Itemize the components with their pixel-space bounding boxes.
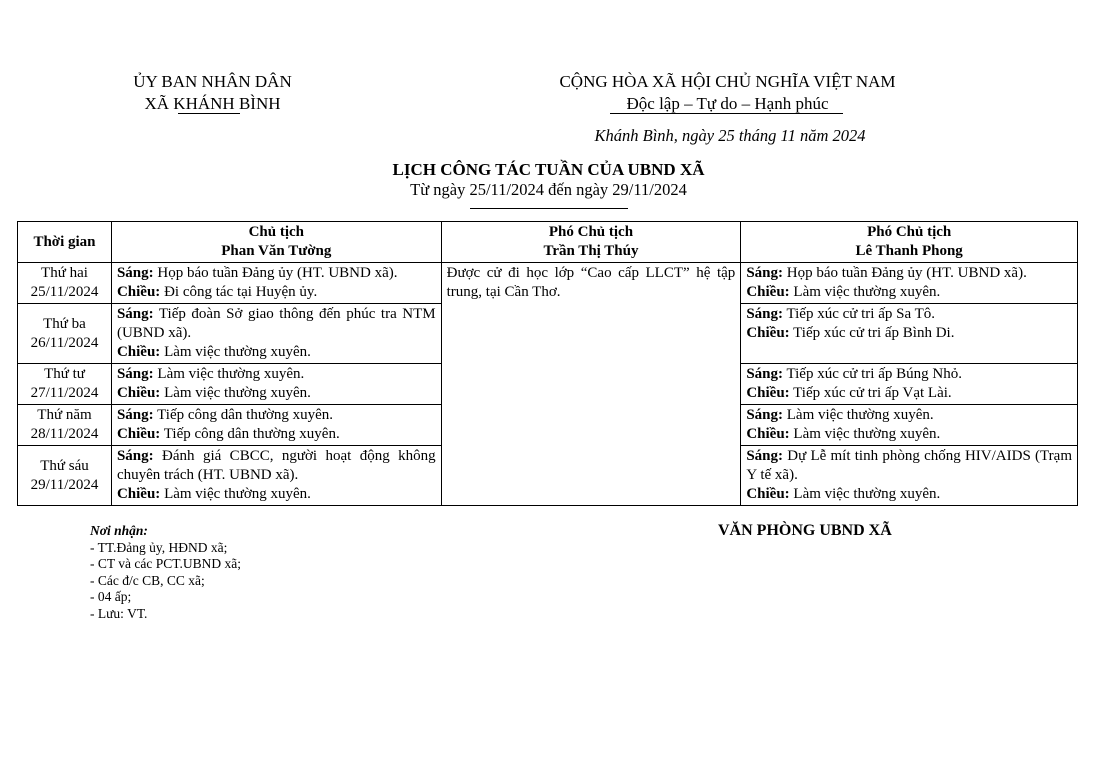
- day-name: Thứ hai: [41, 265, 88, 281]
- afternoon-label: Chiều:: [116, 486, 161, 502]
- study-note: Được cử đi học lớp “Cao cấp LLCT” hệ tập trung, tại Cần Thơ.: [446, 265, 736, 300]
- day-cell: [18, 304, 112, 364]
- issuer-underline: [178, 113, 240, 114]
- afternoon-label: Chiều:: [116, 426, 161, 442]
- day-date: 25/11/2024: [30, 284, 99, 300]
- day-date: 27/11/2024: [30, 385, 99, 401]
- table-header-row: [18, 222, 1078, 263]
- recipient-item: - Các đ/c CB, CC xã;: [90, 572, 205, 588]
- column-header-vice-chairman-2: [741, 222, 1078, 263]
- afternoon-label: Chiều:: [746, 284, 790, 300]
- morning-text: Làm việc thường xuyên.: [153, 366, 305, 382]
- afternoon-text: Làm việc thường xuyên.: [160, 344, 311, 360]
- recipient-item: - Lưu: VT.: [90, 605, 148, 621]
- afternoon-label: Chiều:: [746, 385, 790, 401]
- morning-entry: [746, 264, 1072, 283]
- afternoon-text: Tiếp xúc cử tri ấp Vạt Lài.: [789, 385, 952, 401]
- afternoon-label: Chiều:: [116, 284, 161, 300]
- document-title: LỊCH CÔNG TÁC TUẦN CỦA UBND XÃ: [392, 160, 705, 179]
- chairman-cell: [111, 405, 441, 446]
- morning-text: Dự Lễ mít tinh phòng chống HIV/AIDS (Trạm Y tế xã).: [746, 448, 1072, 483]
- morning-entry: [117, 365, 436, 384]
- chairman-cell: [111, 364, 441, 405]
- day-name: Thứ ba: [43, 315, 86, 332]
- morning-label: Sáng:: [116, 407, 154, 423]
- day-cell: [18, 446, 112, 506]
- table-row: [18, 263, 1078, 304]
- afternoon-label: Chiều:: [116, 385, 161, 401]
- morning-entry: [117, 264, 436, 283]
- chairman-cell: [111, 304, 441, 364]
- afternoon-entry: [117, 485, 436, 504]
- afternoon-text: Tiếp công dân thường xuyên.: [160, 426, 340, 442]
- afternoon-entry: [746, 485, 1072, 504]
- title-underline: [470, 208, 628, 209]
- schedule-table: [17, 221, 1078, 506]
- issuer-line2: XÃ KHÁNH BÌNH: [144, 94, 281, 113]
- morning-label: Sáng:: [116, 448, 154, 464]
- motto: Độc lập – Tự do – Hạnh phúc: [626, 94, 829, 113]
- afternoon-label: Chiều:: [116, 344, 161, 360]
- day-date: 26/11/2024: [30, 334, 99, 351]
- day-date: 28/11/2024: [30, 426, 99, 442]
- morning-label: Sáng:: [116, 306, 154, 322]
- issuer-line1: ỦY BAN NHÂN DÂN: [133, 72, 292, 91]
- column-role: Chủ tịch: [248, 224, 305, 240]
- column-person: Trần Thị Thúy: [543, 243, 639, 259]
- national-motto-block: [520, 71, 935, 115]
- morning-label: Sáng:: [746, 448, 783, 464]
- afternoon-text: Làm việc thường xuyên.: [789, 426, 941, 442]
- column-person: Phan Văn Tường: [221, 243, 332, 259]
- afternoon-entry: [746, 384, 1072, 403]
- day-cell: [18, 405, 112, 446]
- day-date: 29/11/2024: [30, 476, 99, 493]
- morning-label: Sáng:: [746, 306, 783, 322]
- afternoon-text: Làm việc thường xuyên.: [160, 385, 311, 401]
- morning-entry: [746, 406, 1072, 425]
- column-header-vice-chairman-1: [441, 222, 741, 263]
- afternoon-text: Đi công tác tại Huyện ủy.: [160, 284, 318, 300]
- afternoon-label: Chiều:: [746, 426, 790, 442]
- morning-text: Họp báo tuần Đảng ủy (HT. UBND xã).: [153, 265, 398, 281]
- recipient-item: - 04 ấp;: [90, 589, 132, 604]
- morning-entry: [117, 447, 436, 485]
- afternoon-entry: [117, 425, 436, 444]
- morning-label: Sáng:: [746, 265, 783, 281]
- afternoon-entry: [746, 425, 1072, 444]
- day-name: Thứ năm: [37, 407, 92, 423]
- day-name: Thứ sáu: [40, 457, 89, 474]
- chairman-cell: [111, 446, 441, 506]
- vice-chairman-2-cell: [741, 405, 1078, 446]
- morning-text: Tiếp xúc cử tri ấp Búng Nhỏ.: [783, 366, 962, 382]
- afternoon-text: Tiếp xúc cử tri ấp Bình Di.: [789, 325, 955, 341]
- recipients-block: [90, 523, 241, 622]
- morning-entry: [746, 305, 1072, 324]
- vice-chairman-2-cell: [741, 304, 1078, 364]
- morning-entry: [117, 305, 436, 343]
- column-header-chairman: [111, 222, 441, 263]
- motto-underline: [610, 113, 843, 114]
- column-role: Phó Chủ tịch: [867, 224, 952, 240]
- morning-label: Sáng:: [746, 407, 783, 423]
- recipient-item: - CT và các PCT.UBND xã;: [90, 556, 241, 571]
- office-signature: VĂN PHÒNG UBND XÃ: [718, 522, 892, 539]
- afternoon-entry: [117, 283, 436, 302]
- afternoon-text: Làm việc thường xuyên.: [160, 486, 311, 502]
- column-person: Lê Thanh Phong: [855, 243, 963, 259]
- afternoon-label: Chiều:: [746, 486, 790, 502]
- day-name: Thứ tư: [44, 366, 85, 382]
- morning-label: Sáng:: [746, 366, 783, 382]
- afternoon-text: Làm việc thường xuyên.: [789, 284, 941, 300]
- recipient-item: - TT.Đảng ủy, HĐND xã;: [90, 539, 228, 555]
- recipients-title: Nơi nhận:: [90, 523, 148, 538]
- vice-chairman-2-cell: [741, 364, 1078, 405]
- morning-text: Tiếp công dân thường xuyên.: [153, 407, 334, 423]
- column-role: Phó Chủ tịch: [548, 224, 634, 240]
- nation-name: CỘNG HÒA XÃ HỘI CHỦ NGHĨA VIỆT NAM: [559, 72, 896, 91]
- afternoon-entry: [117, 384, 436, 403]
- afternoon-label: Chiều:: [746, 325, 790, 341]
- afternoon-text: Làm việc thường xuyên.: [789, 486, 941, 502]
- morning-text: Làm việc thường xuyên.: [783, 407, 934, 423]
- issuer-block: [100, 71, 325, 115]
- day-cell: [18, 364, 112, 405]
- vice-chairman-2-cell: [741, 263, 1078, 304]
- document-subtitle: Từ ngày 25/11/2024 đến ngày 29/11/2024: [410, 180, 687, 199]
- morning-label: Sáng:: [116, 265, 154, 281]
- morning-text: Họp báo tuần Đảng ủy (HT. UBND xã).: [783, 265, 1027, 281]
- chairman-cell: [111, 263, 441, 304]
- vice-chairman-1-merged-cell: [441, 263, 741, 506]
- morning-entry: [117, 406, 436, 425]
- morning-entry: [746, 365, 1072, 384]
- afternoon-entry: [746, 324, 1072, 343]
- time-header: Thời gian: [18, 222, 112, 263]
- day-cell: [18, 263, 112, 304]
- morning-label: Sáng:: [116, 366, 154, 382]
- afternoon-entry: [746, 283, 1072, 302]
- afternoon-entry: [117, 343, 436, 362]
- dateline: Khánh Bình, ngày 25 tháng 11 năm 2024: [594, 126, 866, 145]
- morning-text: Tiếp xúc cử tri ấp Sa Tô.: [783, 306, 936, 322]
- vice-chairman-2-cell: [741, 446, 1078, 506]
- morning-entry: [746, 447, 1072, 485]
- morning-text: Tiếp đoàn Sở giao thông đến phúc tra NTM (UBND xã).: [116, 306, 436, 341]
- morning-text: Đánh giá CBCC, người hoạt động không chuyên trách (HT. UBND xã).: [116, 448, 436, 483]
